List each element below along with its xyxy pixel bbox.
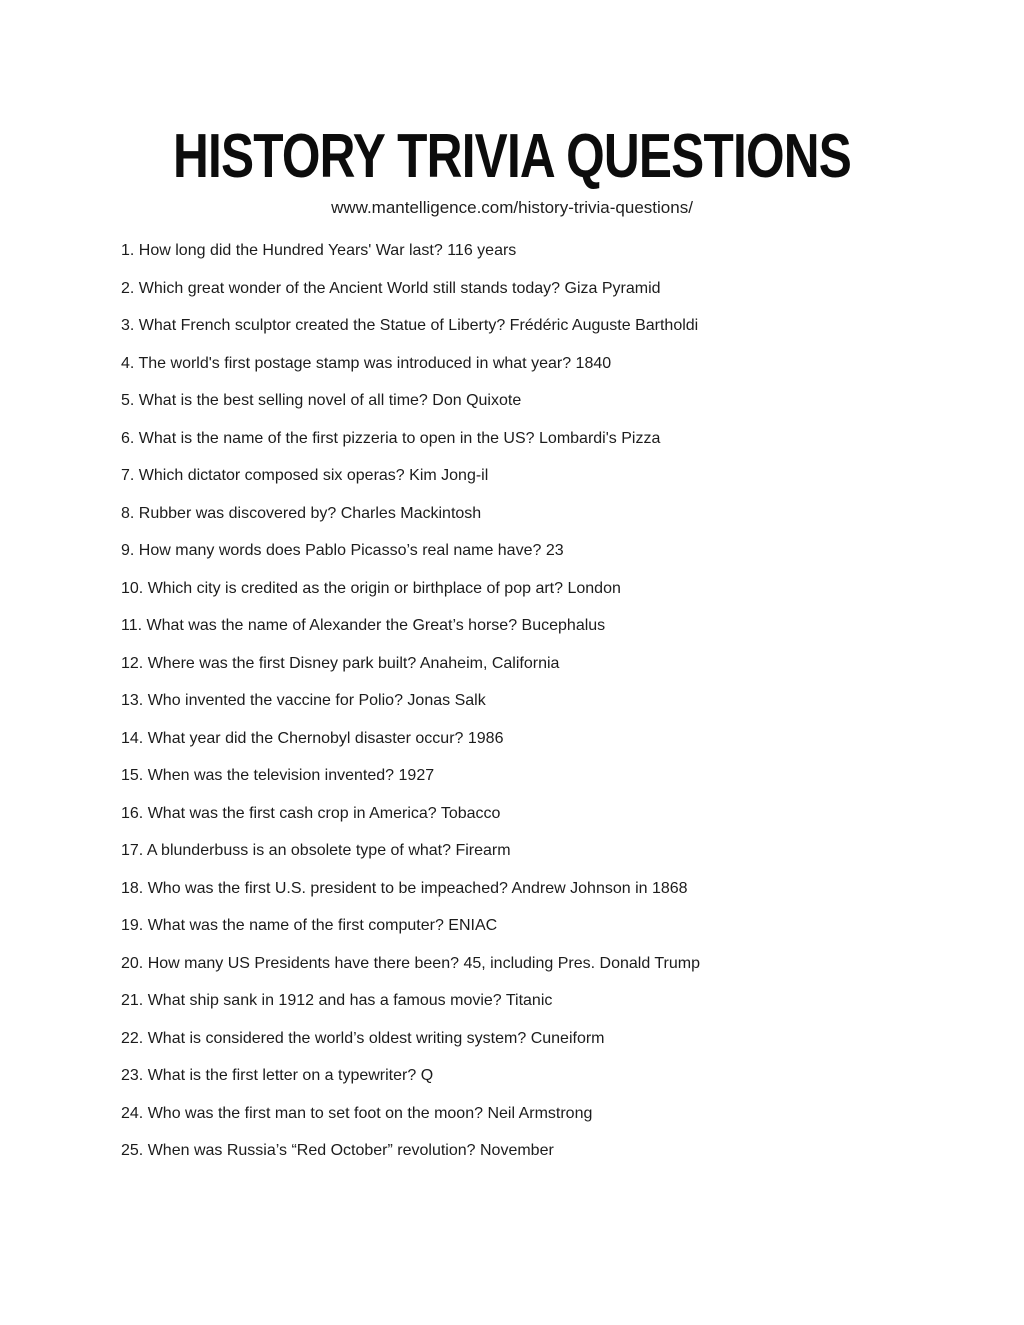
answer-text: Tobacco	[440, 804, 501, 822]
answer-text: ENIAC	[448, 917, 498, 934]
question-number: 11.	[121, 617, 143, 634]
answer-text: 23	[545, 542, 564, 559]
question-text: Rubber was discovered by?	[138, 504, 337, 522]
question-text: What is the best selling novel of all time?	[138, 392, 428, 409]
page-title: HISTORY TRIVIA QUESTIONS	[172, 122, 852, 191]
question-item	[121, 1143, 964, 1159]
question-item	[121, 243, 964, 259]
question-text: Which city is credited as the origin or birthplace of pop art?	[147, 579, 564, 597]
question-text: A blunderbuss is an obsolete type of what?	[146, 842, 452, 859]
question-item	[121, 618, 964, 634]
question-number: 15.	[121, 767, 144, 784]
question-item	[121, 581, 964, 597]
question-text: What was the name of Alexander the Great’s horse?	[146, 617, 518, 634]
question-number: 3.	[121, 317, 135, 334]
answer-text: Cuneiform	[530, 1029, 605, 1047]
question-text: Who invented the vaccine for Polio?	[147, 692, 403, 709]
answer-text: 116 years	[447, 242, 517, 259]
question-number: 17.	[121, 842, 144, 859]
question-number: 10.	[121, 579, 144, 597]
question-text: Where was the first Disney park built?	[147, 654, 417, 672]
question-list	[121, 243, 964, 1181]
question-item	[121, 768, 964, 784]
question-text: When was Russia’s “Red October” revolution?	[147, 1142, 476, 1159]
answer-text: Andrew Johnson in 1868	[511, 879, 688, 897]
answer-text: Bucephalus	[521, 617, 606, 634]
question-number: 23.	[121, 1067, 144, 1084]
question-item	[121, 393, 964, 409]
answer-text: Q	[420, 1067, 434, 1084]
question-item	[121, 956, 964, 972]
question-item	[121, 468, 964, 484]
question-item	[121, 281, 964, 297]
question-number: 25.	[121, 1142, 144, 1159]
question-number: 16.	[121, 804, 144, 822]
question-text: The world's first postage stamp was introduced in what year?	[138, 354, 572, 372]
answer-text: 45, including Pres. Donald Trump	[463, 954, 701, 972]
question-number: 18.	[121, 879, 144, 897]
question-item	[121, 731, 964, 747]
question-text: What year did the Chernobyl disaster occur?	[147, 729, 464, 747]
question-text: Which great wonder of the Ancient World still stands today?	[138, 279, 561, 297]
answer-text: Firearm	[455, 842, 511, 859]
question-text: How many US Presidents have there been?	[147, 954, 459, 972]
question-number: 24.	[121, 1104, 144, 1122]
question-item	[121, 918, 964, 934]
answer-text: Titanic	[505, 992, 553, 1009]
question-number: 13.	[121, 692, 144, 709]
question-number: 21.	[121, 992, 144, 1009]
question-item	[121, 843, 964, 859]
question-number: 14.	[121, 729, 144, 747]
answer-text: 1927	[398, 767, 435, 784]
question-text: What is considered the world’s oldest writing system?	[147, 1029, 527, 1047]
question-number: 5.	[121, 392, 135, 409]
question-text: What French sculptor created the Statue of Liberty?	[138, 317, 506, 334]
question-text: What is the name of the first pizzeria to open in the US?	[138, 429, 535, 447]
question-item	[121, 693, 964, 709]
answer-text: Don Quixote	[432, 392, 522, 409]
question-item	[121, 356, 964, 372]
answer-text: November	[480, 1142, 554, 1159]
question-number: 7.	[121, 467, 135, 484]
question-text: When was the television invented?	[147, 767, 395, 784]
question-text: What ship sank in 1912 and has a famous movie?	[147, 992, 502, 1009]
question-item	[121, 806, 964, 822]
question-text: Which dictator composed six operas?	[138, 467, 405, 484]
question-number: 19.	[121, 917, 144, 934]
question-item	[121, 318, 964, 334]
question-text: What was the first cash crop in America?	[147, 804, 437, 822]
question-item	[121, 656, 964, 672]
source-url: www.mantelligence.com/history-trivia-questions/	[331, 198, 693, 217]
answer-text: 1986	[467, 729, 504, 747]
question-text: How many words does Pablo Picasso’s real name have?	[138, 542, 542, 559]
question-item	[121, 993, 964, 1009]
question-number: 22.	[121, 1029, 144, 1047]
answer-text: Frédéric Auguste Bartholdi	[509, 317, 699, 334]
question-number: 12.	[121, 654, 144, 672]
question-number: 6.	[121, 429, 135, 447]
question-text: What is the first letter on a typewriter?	[147, 1067, 417, 1084]
question-text: Who was the first U.S. president to be impeached?	[147, 879, 508, 897]
question-text: How long did the Hundred Years' War last?	[138, 242, 443, 259]
question-number: 4.	[121, 354, 135, 372]
question-item	[121, 1031, 964, 1047]
question-number: 9.	[121, 542, 135, 559]
question-number: 1.	[121, 242, 135, 259]
question-item	[121, 881, 964, 897]
answer-text: Lombardi's Pizza	[539, 429, 661, 447]
question-item	[121, 543, 964, 559]
question-item	[121, 431, 964, 447]
answer-text: Kim Jong-il	[409, 467, 489, 484]
answer-text: Charles Mackintosh	[340, 504, 482, 522]
question-item	[121, 506, 964, 522]
answer-text: Jonas Salk	[407, 692, 486, 709]
question-item	[121, 1106, 964, 1122]
question-text: What was the name of the first computer?	[147, 917, 444, 934]
answer-text: Anaheim, California	[419, 654, 560, 672]
answer-text: London	[567, 579, 621, 597]
answer-text: 1840	[575, 354, 612, 372]
question-number: 20.	[121, 954, 144, 972]
question-text: Who was the first man to set foot on the moon?	[147, 1104, 483, 1122]
answer-text: Neil Armstrong	[487, 1104, 593, 1122]
question-number: 2.	[121, 279, 135, 297]
question-item	[121, 1068, 964, 1084]
question-number: 8.	[121, 504, 135, 522]
answer-text: Giza Pyramid	[564, 279, 661, 297]
